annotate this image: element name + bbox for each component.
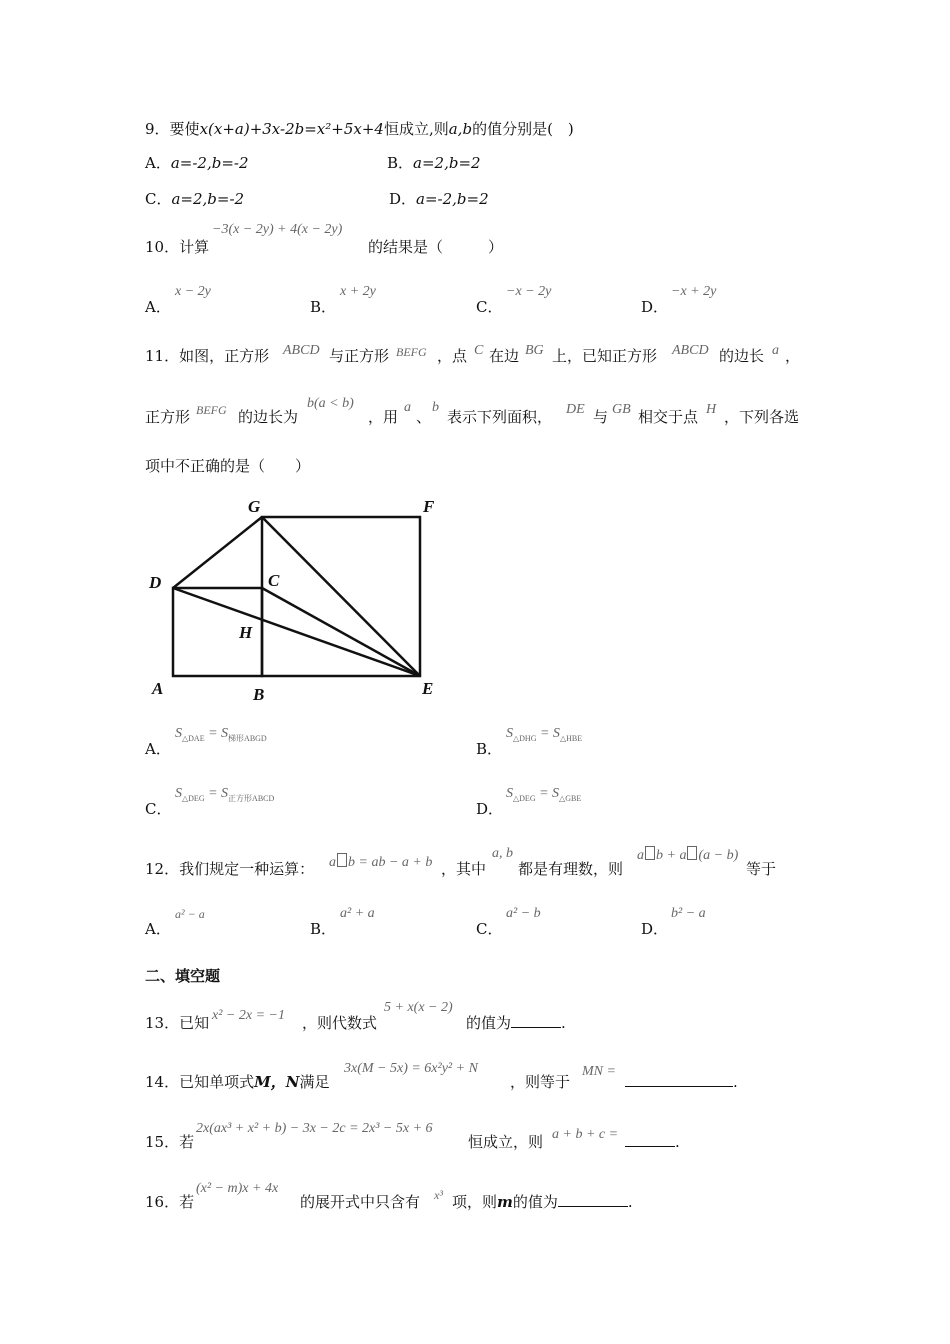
q12-option-b[interactable]: a² + a bbox=[340, 906, 375, 921]
q16-start: 16．若 bbox=[145, 1193, 195, 1211]
q15-end: . bbox=[625, 1133, 680, 1151]
q12-option-a-label[interactable]: A． bbox=[145, 920, 171, 938]
q10-stem-end: 的结果是（ ） bbox=[368, 238, 504, 256]
label-g: G bbox=[248, 497, 261, 516]
q15-start: 15．若 bbox=[145, 1133, 195, 1151]
q11-text: ，用 bbox=[368, 408, 399, 426]
q13-answer-blank[interactable] bbox=[511, 1014, 561, 1028]
operator-box-icon bbox=[687, 846, 697, 860]
q12-stem-mid2: 都是有理数，则 bbox=[518, 860, 624, 878]
operator-box-icon bbox=[645, 846, 655, 860]
q11-option-a[interactable]: $S_{\triangle DAE} = S_{梯形ABGD}$ bbox=[175, 726, 267, 743]
q10-option-b-label[interactable]: B． bbox=[310, 298, 337, 316]
q11-math: BEFG bbox=[396, 345, 427, 359]
q11-text: 正方形 bbox=[145, 408, 191, 426]
q13-math2: 5 + x(x − 2) bbox=[384, 1000, 453, 1015]
q9-stem: 9．要使x(x+a)+3x-2b=x²+5x+4恒成立,则a,b的值分别是( ) bbox=[145, 120, 574, 138]
q12-option-b-label[interactable]: B． bbox=[310, 920, 337, 938]
q9-option-c[interactable]: C．a=2,b=-2 bbox=[145, 190, 245, 208]
q11-math: BG bbox=[525, 343, 544, 358]
q11-text: ， bbox=[785, 347, 801, 365]
q16-end: 项，则m的值为 . bbox=[452, 1193, 633, 1211]
q16-math2: x³ bbox=[434, 1188, 443, 1202]
q11-text: 在边 bbox=[489, 347, 520, 365]
q13-end: 的值为 . bbox=[466, 1014, 566, 1032]
q11-math: ABCD bbox=[672, 343, 709, 358]
q12-definition: a b = ab − a + b bbox=[329, 855, 433, 870]
q11-math: b(a < b) bbox=[307, 396, 354, 411]
label-h: H bbox=[239, 623, 253, 642]
q11-math: C bbox=[474, 343, 484, 358]
q11-text: 与 bbox=[593, 408, 609, 426]
q9-equation: x(x+a)+3x-2b=x²+5x+4 bbox=[199, 120, 384, 138]
q10-option-a-label[interactable]: A． bbox=[145, 298, 171, 316]
q9-option-a[interactable]: A．a=-2,b=-2 bbox=[145, 154, 249, 172]
label-a: A bbox=[152, 679, 164, 698]
q12-stem-end: 等于 bbox=[746, 860, 777, 878]
q11-text: 与正方形 bbox=[329, 347, 390, 365]
section-title: 二、填空题 bbox=[145, 967, 221, 985]
q9-option-d[interactable]: D．a=-2,b=2 bbox=[389, 190, 489, 208]
q15-mid: 恒成立，则 bbox=[468, 1133, 544, 1151]
q14-end: . bbox=[625, 1073, 738, 1091]
q11-option-d-label[interactable]: D． bbox=[476, 800, 504, 818]
label-d: D bbox=[149, 573, 162, 592]
q13-mid: ，则代数式 bbox=[302, 1014, 378, 1032]
q11-option-a-label[interactable]: A． bbox=[145, 740, 171, 758]
segment-dg bbox=[173, 517, 262, 588]
q16-number: 16． bbox=[145, 1193, 180, 1211]
label-b: B bbox=[253, 685, 265, 704]
q16-math1: (x² − m)x + 4x bbox=[196, 1181, 279, 1196]
q11-text: 表示下列面积， bbox=[447, 408, 553, 426]
q12-stem-start: 12．我们规定一种运算： bbox=[145, 860, 315, 878]
q10-number: 10． bbox=[145, 238, 180, 256]
q10-expression: −3(x − 2y) + 4(x − 2y) bbox=[212, 222, 343, 237]
q11-text: ，点 bbox=[437, 347, 468, 365]
q15-answer-blank[interactable] bbox=[625, 1133, 675, 1147]
q11-option-d[interactable]: $S_{\triangle DEG} = S_{\triangle GBE}$ bbox=[506, 786, 582, 803]
q12-option-c-label[interactable]: C． bbox=[476, 920, 503, 938]
q11-math: DE bbox=[566, 402, 585, 417]
label-e: E bbox=[422, 679, 434, 698]
q10-option-d-label[interactable]: D． bbox=[641, 298, 669, 316]
q11-figure bbox=[140, 490, 450, 710]
q12-option-d[interactable]: b² − a bbox=[671, 906, 706, 921]
q11-math: GB bbox=[612, 402, 631, 417]
q9-number: 9． bbox=[145, 120, 170, 138]
q11-option-c-label[interactable]: C． bbox=[145, 800, 172, 818]
q11-text: 的边长为 bbox=[238, 408, 299, 426]
q12-option-d-label[interactable]: D． bbox=[641, 920, 669, 938]
q10-stem-start: 10．计算 bbox=[145, 238, 210, 256]
q16-mid: 的展开式中只含有 bbox=[300, 1193, 421, 1211]
q14-answer-blank[interactable] bbox=[625, 1073, 733, 1087]
q10-option-c-label[interactable]: C． bbox=[476, 298, 503, 316]
q13-number: 13． bbox=[145, 1014, 180, 1032]
q14-number: 14． bbox=[145, 1073, 180, 1091]
q13-start: 13．已知 bbox=[145, 1014, 210, 1032]
q11-option-b-label[interactable]: B． bbox=[476, 740, 503, 758]
q11-math: ABCD bbox=[283, 343, 320, 358]
q11-line3: 项中不正确的是（ ） bbox=[145, 457, 311, 475]
q11-text: 上，已知正方形 bbox=[552, 347, 658, 365]
q12-expression: a b + a (a − b) bbox=[637, 848, 739, 863]
q14-math1: 3x(M − 5x) = 6x²y² + N bbox=[344, 1061, 478, 1076]
q16-answer-blank[interactable] bbox=[558, 1193, 628, 1207]
q11-math: BEFG bbox=[196, 403, 227, 417]
q11-text: 相交于点 bbox=[638, 408, 699, 426]
segment-ce bbox=[262, 588, 420, 676]
q11-math: a bbox=[772, 343, 779, 358]
q11-text: 、 bbox=[416, 408, 432, 426]
q14-mid: ，则等于 bbox=[510, 1073, 571, 1091]
operator-box-icon bbox=[337, 853, 347, 867]
q12-stem-mid: ，其中 bbox=[441, 860, 487, 878]
q15-math2: a + b + c = bbox=[552, 1127, 619, 1142]
q11-math: a bbox=[404, 400, 411, 415]
q10-option-a[interactable]: x − 2y bbox=[175, 284, 211, 299]
q11-line1-a: 11．如图，正方形 bbox=[145, 347, 270, 365]
q14-math2: MN = bbox=[582, 1064, 616, 1079]
q11-option-c[interactable]: $S_{\triangle DEG} = S_{正方形ABCD}$ bbox=[175, 786, 275, 803]
q15-math1: 2x(ax³ + x² + b) − 3x − 2c = 2x³ − 5x + 6 bbox=[196, 1121, 433, 1136]
q12-vars: a, b bbox=[492, 846, 513, 861]
q11-math: H bbox=[706, 402, 717, 417]
q10-option-d[interactable]: −x + 2y bbox=[671, 284, 717, 299]
q9-option-b[interactable]: B．a=2,b=2 bbox=[387, 154, 481, 172]
q11-option-b[interactable]: $S_{\triangle DHG} = S_{\triangle HBE}$ bbox=[506, 726, 583, 743]
q12-option-a[interactable]: a² − a bbox=[175, 907, 205, 921]
label-f: F bbox=[423, 497, 435, 516]
q12-number: 12． bbox=[145, 860, 180, 878]
q10-option-c[interactable]: −x − 2y bbox=[506, 284, 552, 299]
q11-text: ，下列各选 bbox=[724, 408, 800, 426]
segment-de bbox=[173, 588, 420, 676]
segment-ge bbox=[262, 517, 420, 676]
label-c: C bbox=[268, 571, 280, 590]
q11-number: 11． bbox=[145, 347, 180, 365]
q10-option-b[interactable]: x + 2y bbox=[340, 284, 376, 299]
q11-math: b bbox=[432, 400, 439, 415]
q11-text: 的边长 bbox=[719, 347, 765, 365]
q13-math1: x² − 2x = −1 bbox=[212, 1008, 285, 1023]
q12-option-c[interactable]: a² − b bbox=[506, 906, 541, 921]
q15-number: 15． bbox=[145, 1133, 180, 1151]
q14-start: 14．已知单项式M，N满足 bbox=[145, 1073, 330, 1091]
